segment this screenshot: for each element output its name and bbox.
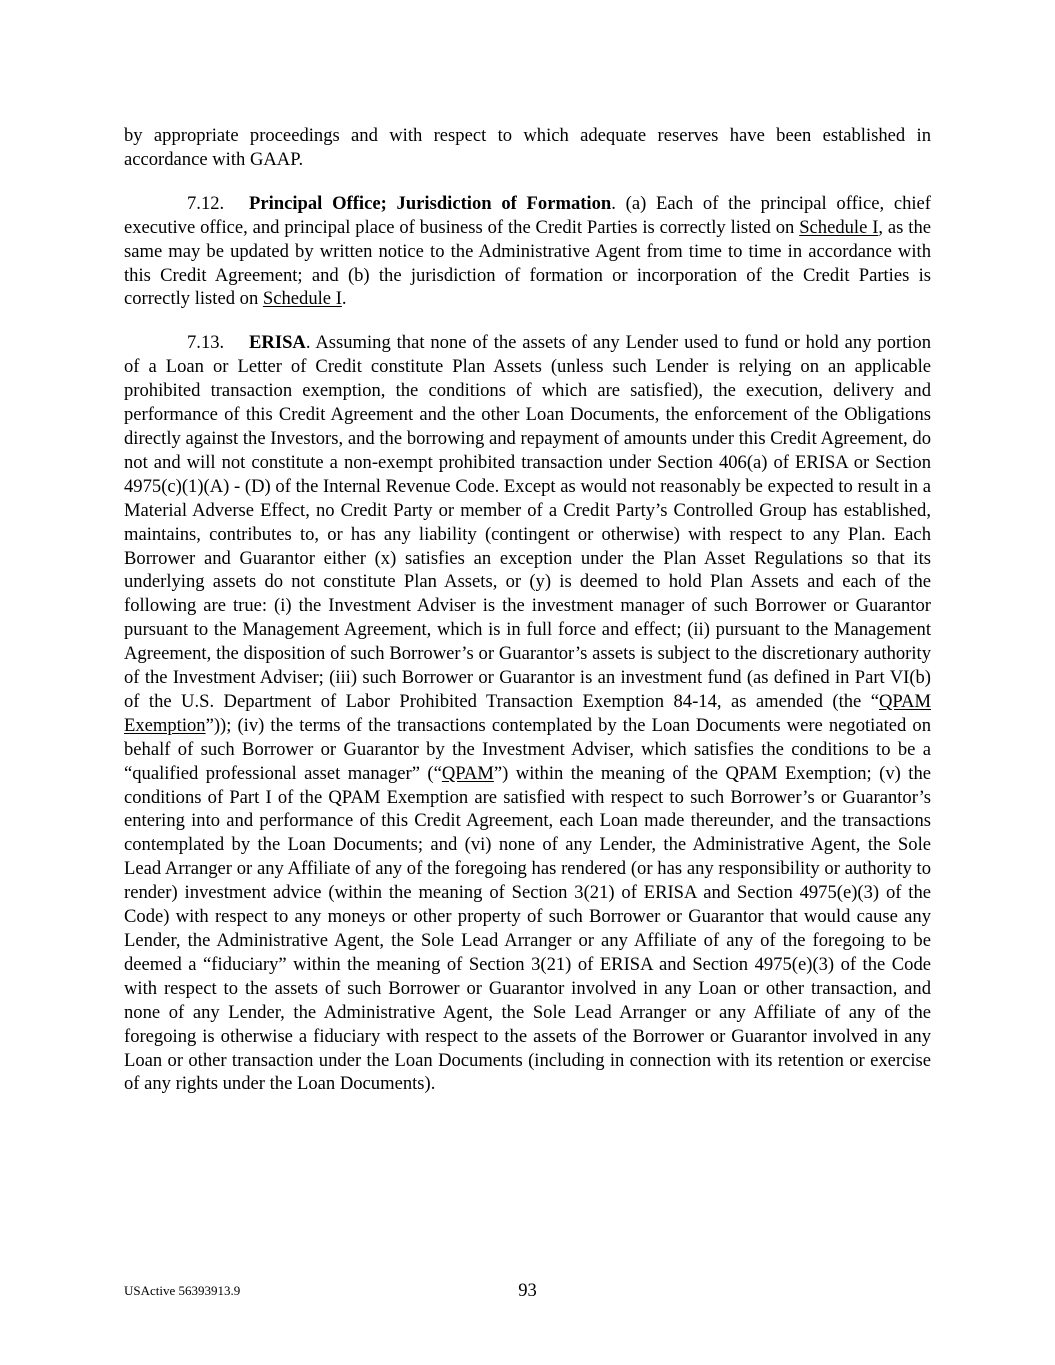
qpam-defined-term: QPAM bbox=[441, 762, 494, 784]
continuation-paragraph bbox=[124, 124, 931, 172]
section-7-13-text-3: ”) within the meaning of the QPAM Exemption; (v) the conditions of Part I of the QPAM Exemption are satisfied with respect to such Borrower’s or Guarantor’s entering into and performance of this Credit Agreement, each Loan made thereunder, and the transactions contemplated by the Loan Documents; and (vi) none of any Lender, the Administrative Agent, the Sole Lead Arranger or any Affiliate of any of the foregoing has rendered (or has any responsibility or authority to render) investment advice (within the meaning of Section 3(21) of ERISA and Section 4975(e)(3) of the Code) with respect to any moneys or other property of such Borrower or Guarantor that would cause any Lender, the Administrative Agent, the Sole Lead Arranger or any Affiliate of any of the foregoing to be deemed a “fiduciary” within the meaning of Section 3(21) of ERISA and Section 4975(e)(3) of the Code with respect to the assets of such Borrower or Guarantor involved in any Loan or other transaction, and none of any Lender, the Administrative Agent, the Sole Lead Arranger or any Affiliate of any of the foregoing is otherwise a fiduciary with respect to the assets of the Borrower or Guarantor involved in any Loan or other transaction under the Loan Documents (including in connection with its retention or exercise of any rights under the Loan Documents). bbox=[124, 762, 931, 1095]
document-body bbox=[124, 124, 931, 1116]
section-7-12-number: 7.12. bbox=[187, 192, 225, 214]
schedule-i-reference-2: Schedule I bbox=[262, 288, 342, 310]
schedule-i-reference-1: Schedule I bbox=[799, 216, 879, 238]
section-7-12-heading: Principal Office; Jurisdiction of Formation bbox=[249, 192, 612, 214]
continuation-text: by appropriate proceedings and with respect to which adequate reserves have been established in accordance with GAAP. bbox=[124, 125, 931, 170]
section-7-13-heading: ERISA bbox=[249, 332, 306, 354]
footer-document-id: USActive 56393913.9 bbox=[124, 1283, 241, 1298]
section-7-12 bbox=[124, 192, 931, 312]
section-7-13-number: 7.13. bbox=[187, 332, 225, 354]
section-7-12-text-3: . bbox=[341, 288, 347, 310]
section-7-12-text-2: , as the same may be updated by written notice to the Administrative Agent from time to time in accordance with this Credit Agreement; and (b) the jurisdiction of formation or incorporation of the Credit Parties is correctly listed on bbox=[124, 216, 931, 310]
section-7-13-text-1: . Assuming that none of the assets of any Lender used to fund or hold any portion of a Loan or Letter of Credit constitute Plan Assets (unless such Lender is relying on an applicable prohibited transaction exemption, the conditions of which are satisfied), the execution, delivery and performance of this Credit Agreement and the other Loan Documents, the enforcement of the Obligations directly against the Investors, and the borrowing and repayment of amounts under this Credit Agreement, do not and will not constitute a non-exempt prohibited transaction under Section 406(a) of ERISA or Section 4975(c)(1)(A) - (D) of the Internal Revenue Code. Except as would not reasonably be expected to result in a Material Adverse Effect, no Credit Party or member of a Credit Party’s Controlled Group has established, maintains, contributes to, or has any liability (contingent or otherwise) with respect to any Plan. Each Borrower and Guarantor either (x) satisfies an exception under the Plan Asset Regulations so that its underlying assets do not constitute Plan Assets, or (y) is deemed to hold Plan Assets and each of the following are true: (i) the Investment Adviser is the investment manager of such Borrower or Guarantor pursuant to the Management Agreement, which is in full force and effect; (ii) pursuant to the Management Agreement, the disposition of such Borrower’s or Guarantor’s assets is subject to the discretionary authority of the Investment Adviser; (iii) such Borrower or Guarantor is an investment fund (as defined in Part VI(b) of the U.S. Department of Labor Prohibited Transaction Exemption 84-14, as amended (the “ bbox=[124, 332, 931, 712]
section-7-13-text-2: ”)); (iv) the terms of the transactions contemplated by the Loan Documents were negotiated on behalf of such Borrower or Guarantor by the Investment Adviser, which satisfies the conditions to be a “qualified professional asset manager” (“ bbox=[124, 714, 931, 784]
page-number: 93 bbox=[518, 1280, 537, 1301]
section-7-12-text-1: . (a) Each of the principal office, chief executive office, and principal place of business of the Credit Parties is correctly listed on bbox=[124, 192, 931, 238]
qpam-exemption-defined-term: QPAM Exemption bbox=[124, 690, 931, 736]
section-7-13 bbox=[124, 331, 931, 1096]
